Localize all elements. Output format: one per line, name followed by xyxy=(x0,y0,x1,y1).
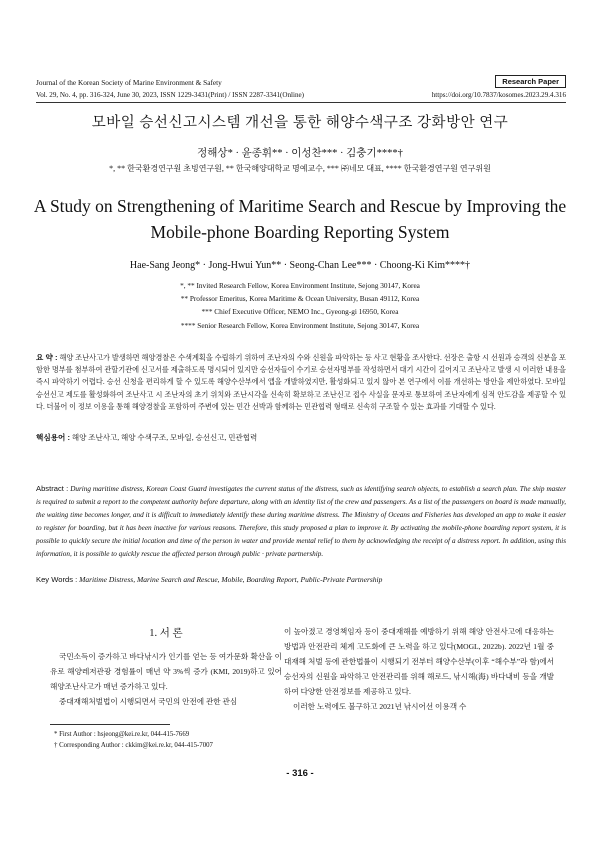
english-title-line-1: A Study on Strengthening of Maritime Search and Rescue by Improving the xyxy=(33,196,567,216)
page-number: - 316 - xyxy=(286,768,314,779)
english-keywords xyxy=(36,574,566,586)
korean-title: 모바일 승선신고시스템 개선을 통한 해양수색구조 강화방안 연구 xyxy=(91,115,509,131)
korean-abstract xyxy=(36,352,566,413)
body-left-column xyxy=(50,625,282,710)
footnote-rule xyxy=(50,724,170,725)
volume-info: Vol. 29, No. 4, pp. 316-324, June 30, 2023, ISSN 1229-3431(Print) / ISSN 2287-3341(Online) xyxy=(36,91,305,99)
english-abstract-text: During maritime distress, Korean Coast Guard investigates the current status of the distress, such as identifying search objects, to establish a search plan. The ship master is required to submit a report to the competent authority before departure, along with an identity list of the crew and passengers. As a list of the passengers on board is made manually, the waiting time becomes longer, and it is difficult to immediately identify these during maritime distress. The Ministry of Oceans and Fisheries has developed an app to make it easier to register for boarding, but it has been inactive for various reasons. Therefore, this study proposed a plan to improve it. By activating the mobile-phone boarding report system, it is possible to quickly secure the initial location and time of the person in water and provide mental relief to them by acknowledging the receipt of a distress report. In addition, using this information, it is possible to quickly rescue the affected person through public · private partnership. xyxy=(36,485,567,558)
research-paper-badge: Research Paper xyxy=(495,75,566,88)
english-title xyxy=(20,193,580,245)
english-abstract-label: Abstract : xyxy=(36,484,69,493)
korean-abstract-text: 해양 조난사고가 발생하면 해양경찰은 수색계획을 수립하기 위하여 조난자의 수와 신원을 파악하는 등 사고 현황을 조사한다. 선장은 출항 시 선원과 승객의 신분을 포함한 명부를 첨부하여 관할기관에 신고서를 제출하도록 명시되어 있지만 승선자들이 수기로 승선자명부를 작성하면서 대기 시간이 길어지고 조난사고 발생 시 이러한 내용을 즉시 파악하기 어렵다. 승선 신청을 편리하게 할 수 있도록 해양수산부에서 앱을 개발하였지만, 활성화되고 있지 않아 본 연구에서 이를 개선하는 방안을 제안하였다. 모바일 승선신고 제도를 활성화하여 조난사고 시 조난자의 초기 위치와 조난시각을 신속히 확보하고 조난신고 접수 사실을 문자로 통보하여 조난자에게 심적 안도감을 제공할 수 있다. 더불어 이 정보 이용을 통해 해양경찰을 포함하여 주변에 있는 민간 선박과 함께하는 민관협력 형태로 신속히 구조할 수 있는 효과를 기대할 수 있다. xyxy=(36,354,567,411)
section-heading-introduction: 1. 서 론 xyxy=(149,628,183,639)
body-paragraph: 이 높아졌고 경영책임자 등이 중대재해를 예방하기 위해 해양 안전사고에 대응하는 방법과 안전관리 체계 고도화에 큰 노력을 하고 있다(MOGL, 2022b). 2022년 1월 중대재해 처벌 등에 관한법률이 시행되기 전부터 해양수산부(이후 “해수부”라 함)에서 승선자의 신원을 파악하고 안전관리를 위해 해로드, 낚시해(海) 바다내비 등을 개발하여 다양한 안전정보를 제공하고 있다. xyxy=(284,627,554,696)
body-paragraph: 국민소득이 증가하고 바다낚시가 인기를 얻는 등 여가문화 확산을 이유로 해양레저관광 경험률이 매년 약 3%씩 증가 (KMI, 2019)하고 있어 해양조난사고가 매년 증가하고 있다. xyxy=(50,652,282,691)
korean-keywords xyxy=(36,432,566,444)
affiliation-4: **** Senior Research Fellow, Korea Environment Institute, Sejong 30147, Korea xyxy=(180,320,420,330)
affiliation-1: *, ** Invited Research Fellow, Korea Environment Institute, Sejong 30147, Korea xyxy=(180,281,420,290)
header-rule xyxy=(36,102,566,103)
footnotes xyxy=(54,729,213,751)
korean-keywords-label: 핵심용어 : xyxy=(36,433,70,442)
body-right-column xyxy=(284,625,554,714)
korean-authors: 정해상* · 윤종휘** · 이성찬*** · 김충기****† xyxy=(197,148,403,159)
footnote-corresponding-author: † Corresponding Author : ckkim@kei.re.kr, 044-415-7007 xyxy=(54,742,213,749)
korean-keywords-text: 해양 조난사고, 해양 수색구조, 모바일, 승선신고, 민관협력 xyxy=(71,433,258,442)
affiliation-2: ** Professor Emeritus, Korea Maritime & Ocean University, Busan 49112, Korea xyxy=(180,294,420,304)
body-paragraph: 이러한 노력에도 불구하고 2021년 낚시어선 이용객 수 xyxy=(293,701,467,711)
korean-abstract-label: 요 약 : xyxy=(36,353,58,362)
english-keywords-label: Key Words : xyxy=(36,575,78,584)
body-paragraph: 중대재해처벌법이 시행되면서 국민의 안전에 관한 관심 xyxy=(59,696,238,706)
english-abstract xyxy=(36,483,566,560)
english-affiliations xyxy=(0,279,600,332)
english-authors: Hae-Sang Jeong* · Jong-Hwui Yun** · Seong-Chan Lee*** · Choong-Ki Kim****† xyxy=(129,260,471,271)
doi-link[interactable]: https://doi.org/10.7837/kosomes.2023.29.4.316 xyxy=(431,91,566,99)
footnote-first-author: * First Author : hsjeong@kei.re.kr, 044-415-7669 xyxy=(54,731,190,738)
affiliation-3: *** Chief Executive Officer, NEMO Inc., Gyeong-gi 16950, Korea xyxy=(201,307,399,317)
korean-affiliations: *, ** 한국환경연구원 초빙연구원, ** 한국해양대학교 명예교수, *** ㈜네모 대표, **** 한국환경연구원 연구위원 xyxy=(109,164,491,173)
journal-name: Journal of the Korean Society of Marine Environment & Safety xyxy=(36,78,222,87)
english-keywords-text: Maritime Distress, Marine Search and Rescue, Mobile, Boarding Report, Public-Private Partnership xyxy=(79,575,383,584)
english-title-line-2: Mobile-phone Boarding Reporting System xyxy=(150,222,450,242)
